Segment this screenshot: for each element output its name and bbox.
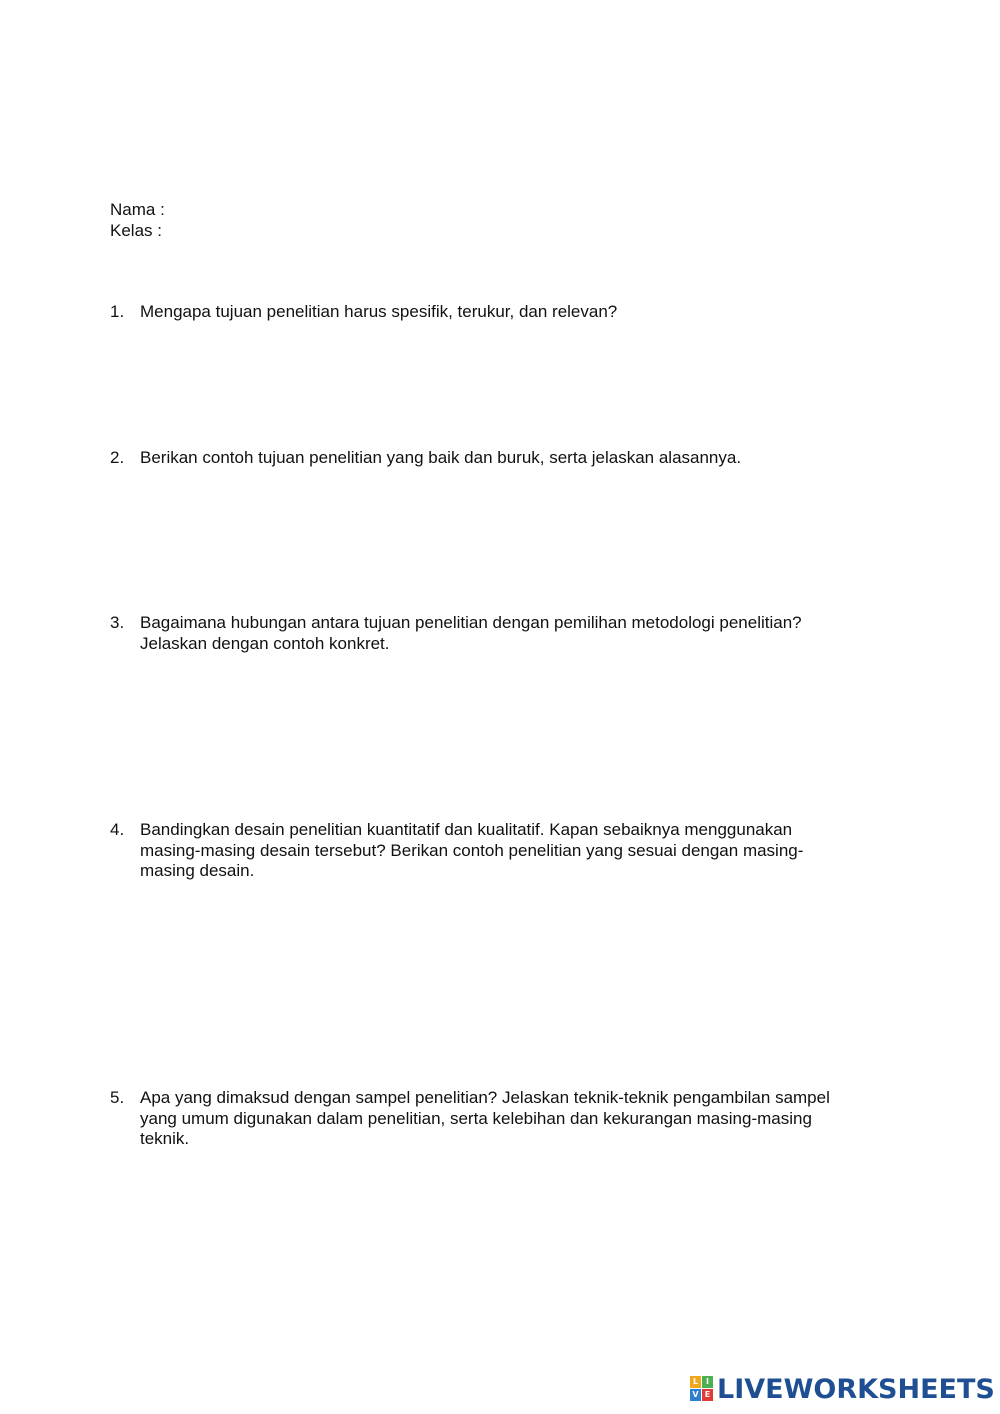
question-line: Berikan contoh tujuan penelitian yang baik dan buruk, serta jelaskan alasannya.: [140, 448, 742, 467]
question-line: Jelaskan dengan contoh konkret.: [140, 633, 390, 653]
question-4: [110, 820, 880, 882]
question-number: 4.: [110, 820, 125, 839]
question-number: 5.: [110, 1088, 125, 1107]
question-2: [110, 448, 880, 469]
name-label: Nama :: [110, 200, 165, 219]
liveworksheets-logo-text: LIVEWORKSHEETS: [717, 1373, 995, 1405]
question-number: 1.: [110, 302, 125, 321]
liveworksheets-logo: [690, 1371, 995, 1407]
question-1: [110, 302, 880, 323]
question-number: 3.: [110, 613, 125, 632]
question-text: [140, 820, 880, 882]
question-line: Bagaimana hubungan antara tujuan penelitian dengan pemilihan metodologi penelitian?: [140, 613, 802, 632]
question-line: yang umum digunakan dalam penelitian, serta kelebihan dan kekurangan masing-masing: [140, 1108, 812, 1128]
liveworksheets-logo-icon: [690, 1376, 714, 1402]
question-line: teknik.: [140, 1129, 190, 1148]
question-line: Apa yang dimaksud dengan sampel penelitian? Jelaskan teknik-teknik pengambilan sampel: [140, 1088, 830, 1107]
question-text: [140, 613, 880, 654]
logo-square-l: L: [690, 1376, 701, 1388]
logo-square-e: E: [702, 1389, 713, 1401]
question-text: [140, 1088, 880, 1150]
question-text: [140, 302, 880, 323]
question-number: 2.: [110, 448, 125, 467]
logo-square-i: I: [702, 1376, 713, 1388]
question-line: masing-masing desain tersebut? Berikan contoh penelitian yang sesuai dengan masing-: [140, 840, 804, 860]
question-5: [110, 1088, 880, 1150]
question-line: Mengapa tujuan penelitian harus spesifik, terukur, dan relevan?: [140, 302, 618, 321]
question-line: masing desain.: [140, 861, 255, 880]
class-label: Kelas :: [110, 221, 162, 240]
student-identity-block: [110, 199, 165, 241]
question-line: Bandingkan desain penelitian kuantitatif dan kualitatif. Kapan sebaiknya menggunakan: [140, 820, 793, 839]
logo-square-v: V: [690, 1389, 701, 1401]
question-3: [110, 613, 880, 654]
question-text: [140, 448, 880, 469]
